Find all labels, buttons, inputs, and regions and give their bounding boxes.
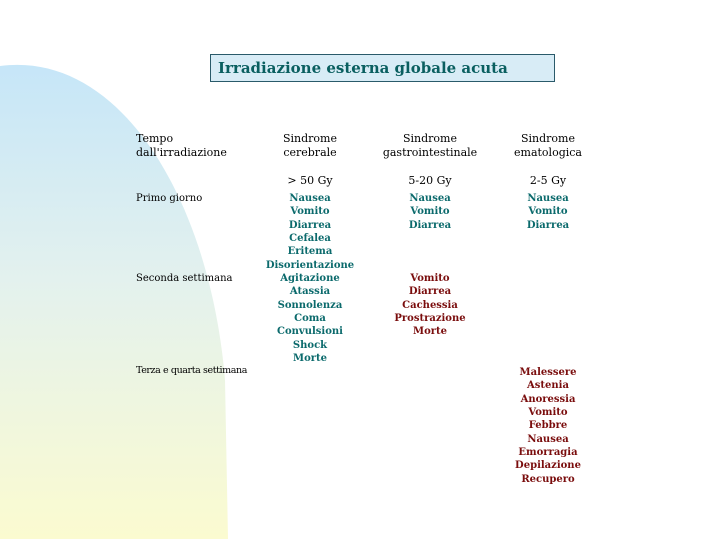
- list-item: Coma: [294, 312, 326, 324]
- list-item: Shock: [292, 339, 328, 351]
- dose-cerebral: > 50 Gy: [287, 174, 333, 187]
- list-item: Cachessia: [402, 299, 458, 311]
- list-item: Diarrea: [526, 219, 570, 231]
- list-item: Atassia: [289, 286, 331, 298]
- list-item: Vomito: [410, 206, 450, 218]
- list-item: Cefalea: [289, 232, 331, 244]
- page-title: Irradiazione esterna globale acuta: [218, 59, 508, 77]
- symptom-list-cerebral: [250, 192, 370, 365]
- row-label-third-fourth-week: Terza e quarta settimana: [136, 365, 248, 376]
- list-item: Nausea: [409, 193, 451, 204]
- symptom-list-hemato-first-day: [498, 192, 598, 232]
- list-item: Vomito: [528, 406, 568, 418]
- list-item: Vomito: [528, 206, 568, 218]
- list-item: Recupero: [521, 473, 575, 485]
- list-item: Diarrea: [408, 286, 452, 298]
- list-item: Vomito: [410, 273, 450, 284]
- header-cerebral: Sindrome cerebrale: [282, 132, 337, 159]
- header-gastro: Sindrome gastrointestinale: [382, 132, 478, 159]
- dose-hemato: 2-5 Gy: [529, 174, 567, 187]
- list-item: Nausea: [527, 193, 569, 204]
- list-item: Diarrea: [408, 219, 452, 231]
- symptom-list-gastro-first-day: [370, 192, 490, 232]
- list-item: Depilazione: [515, 460, 581, 472]
- symptom-list-hemato-third-week: [498, 366, 598, 486]
- list-item: Convulsioni: [277, 326, 343, 338]
- list-item: Anoressia: [520, 393, 576, 405]
- header-hemato: Sindrome ematologica: [514, 132, 582, 159]
- list-item: Morte: [293, 352, 327, 364]
- list-item: Nausea: [289, 193, 331, 204]
- list-item: Prostrazione: [394, 312, 466, 324]
- header-time: Tempo dall'irradiazione: [136, 132, 227, 159]
- list-item: Eritema: [287, 246, 333, 258]
- symptom-list-gastro-second-week: [370, 272, 490, 339]
- row-label-second-week: Seconda settimana: [136, 273, 233, 284]
- list-item: Nausea: [527, 433, 569, 445]
- list-item: Vomito: [290, 206, 330, 218]
- dose-gastro: 5-20 Gy: [408, 174, 452, 187]
- list-item: Disorientazione: [265, 259, 355, 271]
- list-item: Morte: [413, 326, 447, 338]
- row-label-first-day: Primo giorno: [136, 193, 203, 204]
- list-item: Febbre: [528, 420, 568, 432]
- list-item: Astenia: [527, 380, 569, 392]
- list-item: Emorragia: [518, 446, 578, 458]
- list-item: Malessere: [519, 367, 577, 378]
- title-box: [210, 54, 555, 82]
- list-item: Agitazione: [280, 272, 340, 284]
- list-item: Sonnolenza: [277, 299, 343, 311]
- list-item: Diarrea: [288, 219, 332, 231]
